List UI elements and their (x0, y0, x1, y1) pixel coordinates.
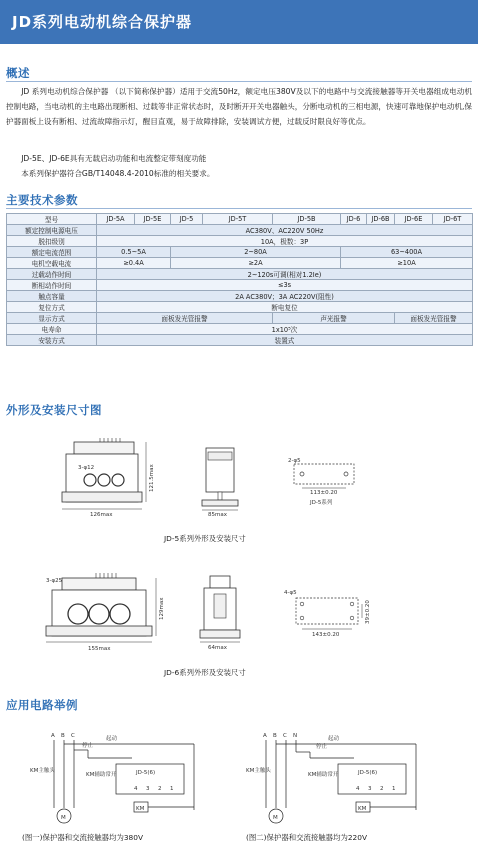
overview-rule (6, 81, 472, 82)
page-title: JD系列电动机综合保护器 (12, 13, 193, 31)
circuit1-t3: 3 (146, 786, 150, 792)
overview-paragraph-3: 本系列保护器符合GB/T14048.4-2010标准的相关要求。 (21, 169, 215, 178)
circuit2-t3: 3 (368, 786, 372, 792)
spec-cell: 63~400A (341, 247, 473, 258)
spec-cell: 2A AC380V；3A AC220V(阻性) (97, 291, 473, 302)
spec-cell: 脱扣级别 (7, 236, 97, 247)
spec-row-no-load (7, 258, 473, 269)
circuit1-caption: (图一)保护器和交流接触器均为380V (22, 833, 144, 842)
jd6-mount-view (282, 588, 372, 642)
circuit1-phase-c: C (71, 733, 75, 739)
spec-cell: 电寿命 (7, 324, 97, 335)
circuit1-device: JD-5(6) (136, 770, 156, 776)
spec-cell: 断相动作时间 (7, 280, 97, 291)
spec-row-display (7, 313, 473, 324)
page-header (0, 0, 478, 44)
spec-cell: 显示方式 (7, 313, 97, 324)
circuit1-motor: M (61, 815, 66, 821)
spec-cell: JD-5E (135, 214, 171, 225)
header-divider (0, 44, 478, 46)
spec-cell: 复位方式 (7, 302, 97, 313)
spec-cell: 2~80A (171, 247, 341, 258)
circuit2-stop: 停止 (316, 744, 328, 750)
spec-cell: JD-5A (97, 214, 135, 225)
jd6-width-label: 155max (88, 646, 111, 652)
circuit2-caption: (图二)保护器和交流接触器均为220V (246, 833, 368, 842)
dimensions-title: 外形及安装尺寸图 (6, 403, 102, 417)
circuit2-t4: 4 (356, 786, 360, 792)
jd6-hole-label: 3-φ25 (46, 578, 63, 584)
spec-cell: 0.5~5A (97, 247, 171, 258)
jd6-front-view (44, 568, 164, 652)
overview-paragraph-1: JD 系列电动机综合保护器 （以下简称保护器）适用于交流50Hz，额定电压380V及以下的电路中与交流接触器等开关电器组成电动机控制电路，当电动机的主电路出现断相、过载等非正常状态时，及时断开开关电器触头，分断电动机的三相电源，快速可靠地保护电动机,保护器面板上设有断相、过流故障指示灯，醒目直观，易于故障排除，安装调试方便，过载反时限良好等优点。 (6, 87, 472, 127)
jd5-side-label: 85max (208, 512, 227, 518)
spec-cell: JD-6B (367, 214, 395, 225)
circuit2-device: JD-5(6) (358, 770, 378, 776)
spec-cell: JD-6 (341, 214, 367, 225)
spec-cell: 安装方式 (7, 335, 97, 346)
spec-cell: JD-5T (203, 214, 273, 225)
spec-cell: 触点容量 (7, 291, 97, 302)
jd6-side-label: 64max (208, 645, 227, 651)
spec-cell: JD-5B (273, 214, 341, 225)
circuit2-start: 起动 (328, 736, 340, 742)
spec-row-voltage (7, 225, 473, 236)
spec-cell: ≥2A (171, 258, 341, 269)
jd5-mount-spacing: 113±0.20 (310, 490, 338, 496)
spec-cell: JD-5 (171, 214, 203, 225)
jd5-hole-label: 3-φ12 (78, 465, 95, 471)
jd5-front-view (60, 436, 160, 518)
spec-cell: 10A，极数：3P (97, 236, 473, 247)
circuit-diagram-1 (24, 728, 214, 826)
jd6-height-label: 129max (159, 597, 165, 620)
spec-row-contact (7, 291, 473, 302)
spec-cell: 1x10⁵次 (97, 324, 473, 335)
spec-cell: 装置式 (97, 335, 473, 346)
circuit2-phase-c: C (283, 733, 287, 739)
spec-cell: ≥10A (341, 258, 473, 269)
spec-row-mounting (7, 335, 473, 346)
spec-row-model (7, 214, 473, 225)
circuit2-t1: 1 (392, 786, 396, 792)
spec-cell: 声光报警 (273, 313, 395, 324)
jd6-caption: JD-6系列外形及安装尺寸 (164, 668, 246, 677)
spec-cell: 断电复位 (97, 302, 473, 313)
circuit-diagram-2 (246, 728, 436, 826)
circuit1-km-aux: KM辅助常开 (86, 772, 117, 778)
circuit1-start: 起动 (106, 736, 118, 742)
circuit2-motor: M (273, 815, 278, 821)
circuit2-phase-a: A (263, 733, 267, 739)
circuit2-coil: KM (358, 806, 367, 812)
spec-cell: 过载动作时间 (7, 269, 97, 280)
circuits-title: 应用电路举例 (6, 698, 78, 712)
jd5-side-view (196, 444, 246, 518)
jd5-height-label: 121.5max (149, 464, 155, 492)
spec-cell: 电机空载电流 (7, 258, 97, 269)
jd5-width-label: 126max (90, 512, 113, 518)
spec-cell: 额定电流范围 (7, 247, 97, 258)
spec-cell: AC380V、AC220V 50Hz (97, 225, 473, 236)
jd6-mount-spacing: 143±0.20 (312, 632, 340, 638)
spec-cell: 额定控制电源电压 (7, 225, 97, 236)
spec-row-reset (7, 302, 473, 313)
circuit1-t1: 1 (170, 786, 174, 792)
spec-cell: 面板发光管报警 (97, 313, 273, 324)
spec-row-life (7, 324, 473, 335)
jd6-side-view (196, 572, 246, 652)
circuit1-coil: KM (136, 806, 145, 812)
jd6-mount-height: 39±0.20 (365, 600, 371, 624)
jd5-mount-holes: 2-φ5 (288, 458, 301, 464)
circuit1-km-main: KM主触头 (30, 768, 55, 774)
circuit2-km-main: KM主触头 (246, 768, 271, 774)
jd6-mount-holes: 4-φ5 (284, 590, 297, 596)
circuit2-phase-n: N (293, 733, 298, 739)
spec-row-trip (7, 236, 473, 247)
circuit2-km-aux: KM辅助常开 (308, 772, 339, 778)
spec-title: 主要技术参数 (6, 193, 78, 207)
circuit1-t2: 2 (158, 786, 162, 792)
spec-cell: ≤3s (97, 280, 473, 291)
spec-table (6, 213, 473, 346)
circuit1-phase-a: A (51, 733, 55, 739)
overview-paragraph-2: JD-5E、JD-6E具有无载启动功能和电流整定带刻度功能 (21, 154, 207, 163)
spec-cell: JD-6T (433, 214, 473, 225)
jd5-mount-view (284, 456, 364, 508)
circuit2-t2: 2 (380, 786, 384, 792)
circuit1-stop: 停止 (82, 743, 94, 749)
spec-row-phase-loss (7, 280, 473, 291)
spec-rule (6, 208, 472, 209)
jd5-mount-caption: JD-5系列 (310, 500, 333, 506)
spec-cell: 面板发光管报警 (395, 313, 473, 324)
circuit2-phase-b: B (273, 733, 277, 739)
spec-cell: JD-6E (395, 214, 433, 225)
circuit1-t4: 4 (134, 786, 138, 792)
spec-cell: ≥0.4A (97, 258, 171, 269)
circuit1-phase-b: B (61, 733, 65, 739)
spec-cell: 2~120s可调(相对1.2Ie) (97, 269, 473, 280)
spec-cell: 型号 (7, 214, 97, 225)
spec-row-overload (7, 269, 473, 280)
overview-title: 概述 (6, 66, 30, 80)
jd5-caption: JD-5系列外形及安装尺寸 (164, 534, 246, 543)
spec-row-current-range (7, 247, 473, 258)
